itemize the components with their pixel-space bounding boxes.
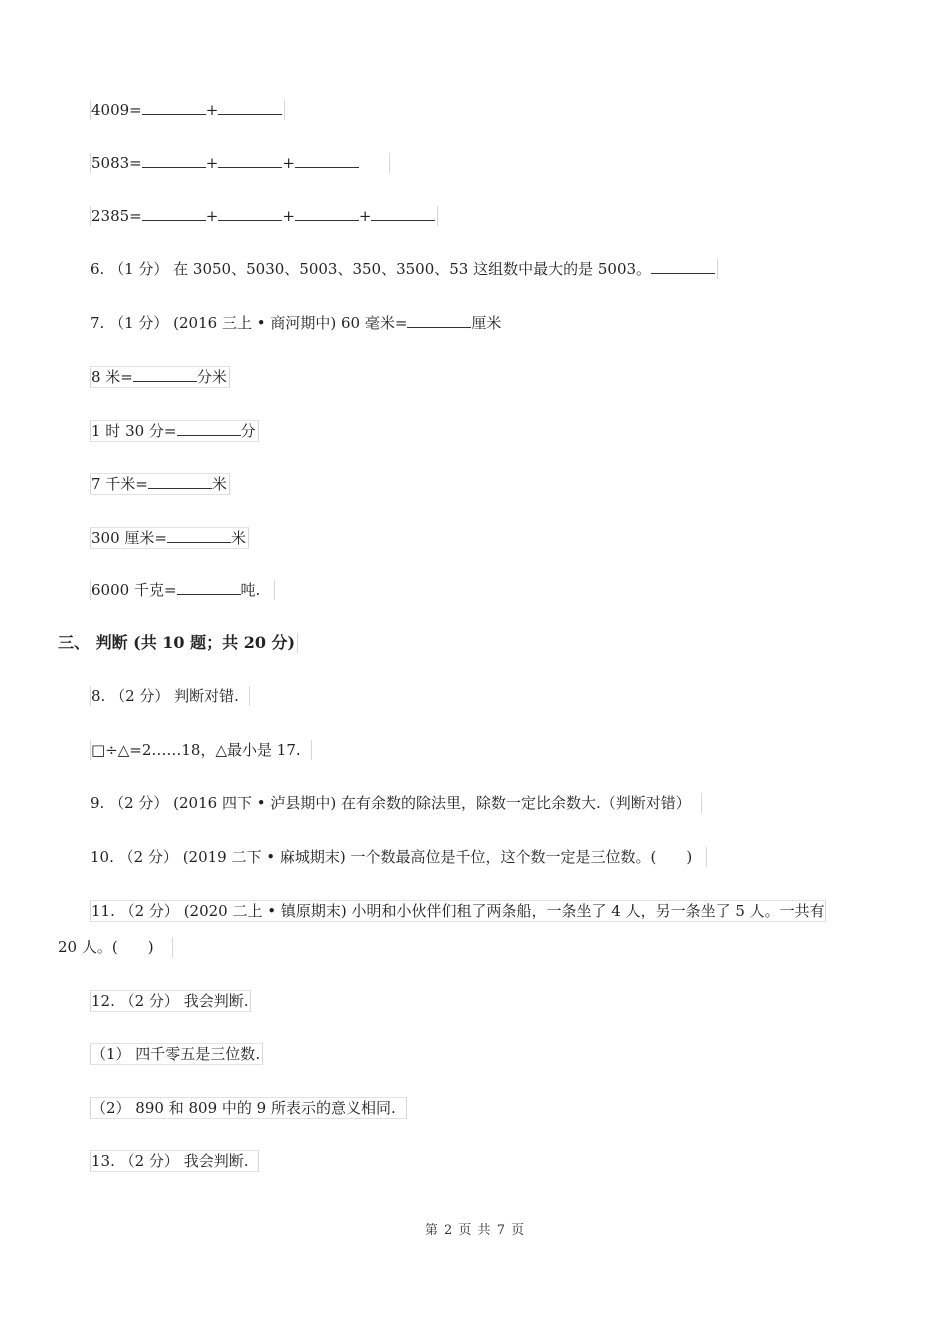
- line-300cm: [90, 527, 249, 549]
- line-text: 2385=: [91, 207, 142, 225]
- answer-blank[interactable]: [218, 153, 282, 168]
- unit-text: 吨.: [240, 581, 261, 599]
- plus-sign: +: [358, 207, 372, 225]
- answer-blank[interactable]: [651, 259, 715, 274]
- question-11-line-2: [58, 937, 173, 957]
- unit-text: 米: [211, 475, 227, 493]
- line-text: 8 米=: [91, 368, 133, 386]
- answer-blank[interactable]: [167, 528, 231, 543]
- section-heading: [58, 633, 298, 653]
- plus-sign: +: [205, 101, 219, 119]
- line-6000kg: [90, 580, 275, 600]
- question-text: 9. （2 分） (2016 四下 • 泸县期中) 在有余数的除法里，除数一定比余数大.（判断对错）: [90, 794, 691, 812]
- answer-blank[interactable]: [142, 100, 206, 115]
- question-13: [90, 1150, 259, 1172]
- line-4009: [90, 100, 285, 120]
- question-text: （2） 890 和 809 中的 9 所表示的意义相同.: [91, 1099, 396, 1117]
- answer-blank[interactable]: [218, 100, 282, 115]
- answer-blank[interactable]: [295, 206, 359, 221]
- page-footer: 第 2 页 共 7 页: [424, 1223, 526, 1238]
- line-text: 7 千米=: [91, 475, 148, 493]
- question-12: [90, 990, 251, 1012]
- line-5083: [90, 153, 390, 173]
- question-text: 12. （2 分） 我会判断.: [91, 992, 249, 1010]
- answer-blank[interactable]: [371, 206, 435, 221]
- question-8: [90, 686, 250, 706]
- question-8-sub: [90, 740, 312, 760]
- question-6: [90, 259, 718, 279]
- unit-text: 分: [240, 422, 256, 440]
- question-text: 8. （2 分） 判断对错.: [91, 687, 239, 705]
- line-1hour30: [90, 420, 259, 442]
- question-text: 7. （1 分） (2016 三上 • 商河期中) 60 毫米=: [90, 314, 408, 332]
- plus-sign: +: [282, 154, 295, 172]
- answer-blank[interactable]: [142, 206, 206, 221]
- question-9: [90, 793, 702, 813]
- question-10: [90, 847, 707, 867]
- line-text: 300 厘米=: [91, 529, 167, 547]
- question-7: [90, 313, 503, 333]
- line-2385: [90, 206, 438, 226]
- answer-blank[interactable]: [218, 206, 282, 221]
- question-12-part-1: [90, 1043, 263, 1065]
- answer-blank[interactable]: [407, 313, 471, 328]
- line-text: 1 时 30 分=: [91, 422, 177, 440]
- line-text: 6000 千克=: [91, 581, 177, 599]
- line-7km: [90, 473, 230, 495]
- question-text: 10. （2 分） (2019 二下 • 麻城期末) 一个数最高位是千位，这个数一定是三位数。( ): [90, 848, 693, 866]
- line-8mi: [90, 366, 230, 388]
- unit-text: 厘米: [471, 314, 502, 332]
- question-text: 20 人。( ): [58, 938, 154, 956]
- answer-blank[interactable]: [133, 367, 197, 382]
- answer-blank[interactable]: [148, 474, 212, 489]
- unit-text: 分米: [196, 368, 227, 386]
- question-11-line-1: [90, 900, 826, 922]
- question-text: 6. （1 分） 在 3050、5030、5003、350、3500、53 这组数中最大的是 5003。: [90, 260, 652, 278]
- question-text: 11. （2 分） (2020 二上 • 镇原期末) 小明和小伙伴们租了两条船，一条坐了 4 人，另一条坐了 5 人。一共有: [91, 902, 825, 920]
- question-text: （1） 四千零五是三位数.: [91, 1045, 261, 1063]
- question-12-part-2: [90, 1097, 407, 1119]
- plus-sign: +: [205, 207, 219, 225]
- answer-blank[interactable]: [295, 153, 359, 168]
- line-text: 5083=: [91, 154, 142, 172]
- answer-blank[interactable]: [177, 580, 241, 595]
- answer-blank[interactable]: [177, 421, 241, 436]
- question-text: □÷△=2……18，△最小是 17.: [91, 741, 301, 759]
- answer-blank[interactable]: [142, 153, 206, 168]
- plus-sign: +: [282, 207, 295, 225]
- unit-text: 米: [230, 529, 246, 547]
- section-title: 三、 判断 (共 10 题；共 20 分): [58, 633, 296, 652]
- question-text: 13. （2 分） 我会判断.: [91, 1152, 249, 1170]
- line-text: 4009=: [91, 101, 142, 119]
- plus-sign: +: [205, 154, 219, 172]
